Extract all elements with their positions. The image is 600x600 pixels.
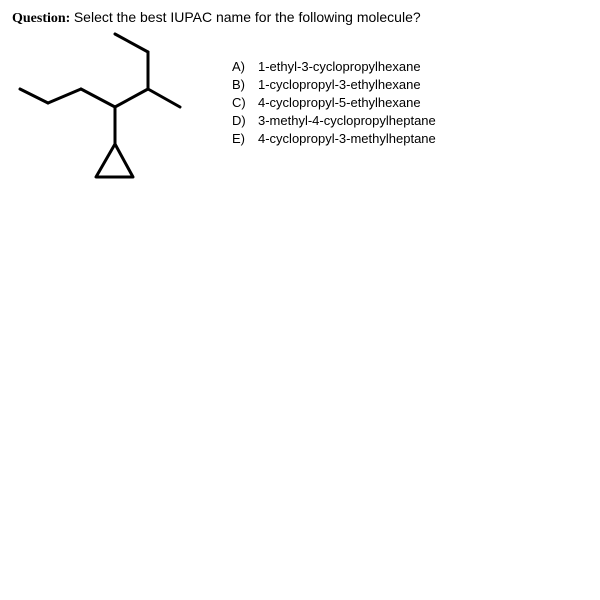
choice-letter: E)	[232, 131, 245, 146]
bond-c5-methyl	[148, 89, 180, 107]
choice-letter: B)	[232, 77, 245, 92]
choice-text: 1-ethyl-3-cyclopropylhexane	[258, 59, 421, 74]
bond-c3-c4	[81, 89, 115, 107]
bond-c4-c5	[115, 89, 148, 107]
bond-c6-c7	[115, 34, 148, 52]
choice-text: 4-cyclopropyl-5-ethylhexane	[258, 95, 421, 110]
question-label: Question:	[12, 11, 71, 26]
bond-c1-c2	[20, 89, 48, 103]
question-text: Select the best IUPAC name for the following molecule?	[73, 9, 421, 25]
choice-letter: C)	[232, 95, 246, 110]
choice-a[interactable]	[232, 58, 436, 76]
cyclopropyl-ring	[96, 144, 133, 177]
choice-c[interactable]	[232, 94, 436, 112]
choice-text: 3-methyl-4-cyclopropylheptane	[258, 113, 436, 128]
bond-c2-c3	[48, 89, 81, 103]
choice-e[interactable]	[232, 130, 436, 148]
choice-d[interactable]	[232, 112, 436, 130]
choice-text: 4-cyclopropyl-3-methylheptane	[258, 131, 436, 146]
choice-b[interactable]	[232, 76, 436, 94]
choice-letter: D)	[232, 113, 246, 128]
choice-letter: A)	[232, 59, 245, 74]
answer-choices-list	[232, 58, 436, 148]
skeletal-structure-diagram	[0, 0, 240, 200]
choice-text: 1-cyclopropyl-3-ethylhexane	[258, 77, 421, 92]
